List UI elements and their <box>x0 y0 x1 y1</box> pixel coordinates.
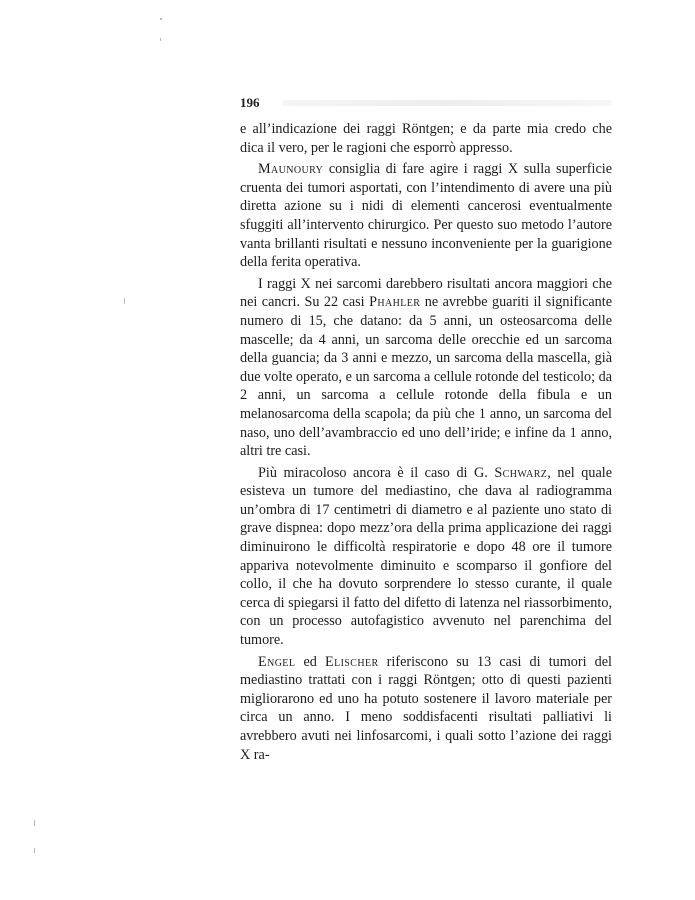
author-name: Engel <box>258 653 296 670</box>
text-segment: consiglia di fare agire i raggi X sulla superficie cruenta dei tumori asportati, con l’intendimento di avere una più diretta azione su i nidi di elementi cancerosi eventualmente sfuggiti all’intervento chirurgico. Per questo suo metodo l’autore vanta brillanti risultati e nessuno inconveniente per la guarigione della ferita operativa. <box>240 161 612 271</box>
scan-mark <box>34 820 35 826</box>
print-shadow <box>282 100 612 106</box>
page-number: 196 <box>240 95 260 110</box>
author-name: Phahler <box>369 294 421 311</box>
author-name: Elischer <box>325 653 379 670</box>
text-segment: ne avrebbe guariti il significante numero di 15, che datano: da 5 anni, un osteosarcoma delle mascelle; da 4 anni, un sarcoma delle orecchie ed un sarcoma della guancia; da 3 anni e mezzo, un sarcoma della mascella, già due volte operato, e un sarcoma a cellule rotonde del testicolo; da 2 anni, un sarcoma a cellule rotonde della fibula e un melanosarcoma della scapola; da più che 1 anno, un sarcoma del naso, uno dell’avambraccio ed uno dell’iride; e infine da 1 anno, altri tre casi. <box>240 294 612 460</box>
paragraph-p1 <box>240 120 612 157</box>
paragraph-p2 <box>240 160 612 272</box>
text-segment: e all’indicazione dei raggi Röntgen; e da parte mia credo che dica il vero, per le ragioni che esporrò appresso. <box>240 121 612 156</box>
body-text <box>240 120 612 767</box>
scan-mark <box>34 848 35 853</box>
text-segment: riferiscono su 13 casi di tumori del mediastino trattati con i raggi Röntgen; otto di questi pazienti migliorarono ed uno ha potuto sostenere il lavoro materiale per circa un anno. I meno soddisfacenti risultati palliativi li avrebbero avuti nei linfosarcomi, i quali sotto l’azione dei raggi X ra- <box>240 653 612 763</box>
paragraph-p4 <box>240 464 612 650</box>
scan-mark <box>124 298 125 304</box>
text-segment: ed <box>295 653 325 670</box>
paragraph-p3 <box>240 275 612 461</box>
author-name: Schwarz <box>494 464 548 481</box>
text-segment: , nel quale esisteva un tumore del mediastino, che dava al radiogramma un’ombra di 17 centimetri di diametro e al paziente uno stato di grave dispnea: dopo mezz’ora della prima applicazione dei raggi diminuirono le difficoltà respiratorie e dopo 48 ore il tumore appariva notevolmente diminuito e scomparso il gonfiore del collo, il che ha dovuto sorprendere lo stesso curante, il quale cerca di spiegarsi il fatto del difetto di latenza nel riassorbimento, con un processo autofagistico avvenuto nel parenchima del tumore. <box>240 464 612 649</box>
scan-mark <box>160 18 162 20</box>
scan-mark <box>160 38 161 41</box>
author-name: Maunoury <box>258 161 324 178</box>
text-segment: Più miracoloso ancora è il caso di G. <box>258 464 495 481</box>
text-segment: I raggi X nei sarcomi darebbero risultati ancora maggiori che nei cancri. Su 22 casi <box>240 275 612 311</box>
paragraph-p5 <box>240 653 612 765</box>
